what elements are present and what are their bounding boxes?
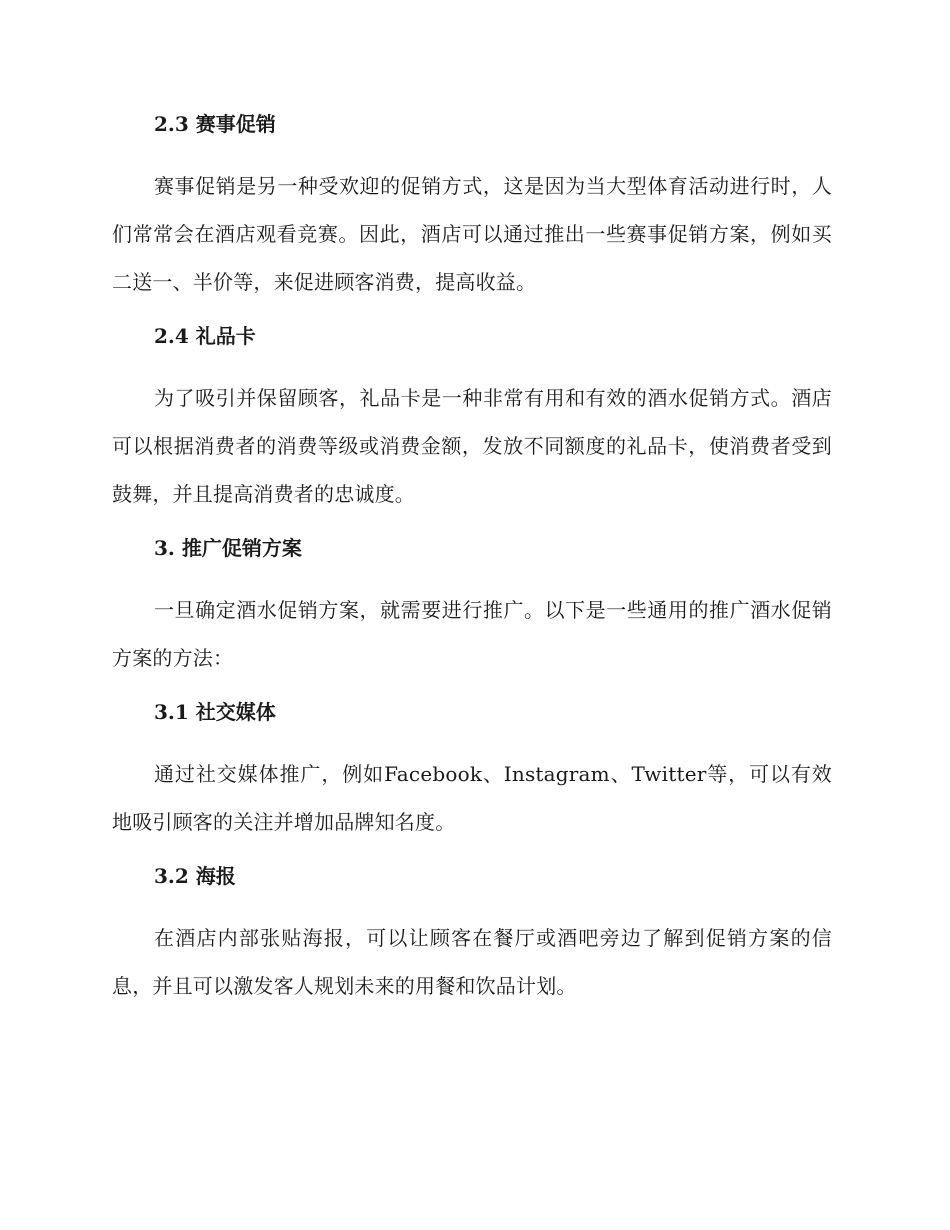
section-paragraph: 在酒店内部张贴海报，可以让顾客在餐厅或酒吧旁边了解到促销方案的信息，并且可以激发客人规划未来的用餐和饮品计划。	[112, 926, 832, 998]
section-2-3	[112, 108, 832, 320]
section-heading: 3.1 社交媒体	[154, 700, 276, 724]
section-3-1	[112, 696, 832, 860]
section-paragraph: 赛事促销是另一种受欢迎的促销方式，这是因为当大型体育活动进行时，人们常常会在酒店观看竞赛。因此，酒店可以通过推出一些赛事促销方案，例如买二送一、半价等，来促进顾客消费，提高收益。	[112, 174, 832, 294]
section-paragraph: 一旦确定酒水促销方案，就需要进行推广。以下是一些通用的推广酒水促销方案的方法：	[112, 598, 832, 670]
section-heading: 3.2 海报	[154, 864, 236, 888]
section-heading: 3. 推广促销方案	[154, 536, 302, 560]
section-3	[112, 532, 832, 696]
section-3-2	[112, 860, 832, 1010]
section-paragraph: 通过社交媒体推广，例如Facebook、Instagram、Twitter等，可以有效地吸引顾客的关注并增加品牌知名度。	[112, 762, 832, 834]
document-page	[112, 108, 832, 1010]
section-2-4	[112, 320, 832, 532]
section-heading: 2.4 礼品卡	[154, 324, 256, 348]
section-heading: 2.3 赛事促销	[154, 112, 276, 136]
section-paragraph: 为了吸引并保留顾客，礼品卡是一种非常有用和有效的酒水促销方式。酒店可以根据消费者的消费等级或消费金额，发放不同额度的礼品卡，使消费者受到鼓舞，并且提高消费者的忠诚度。	[112, 386, 832, 506]
